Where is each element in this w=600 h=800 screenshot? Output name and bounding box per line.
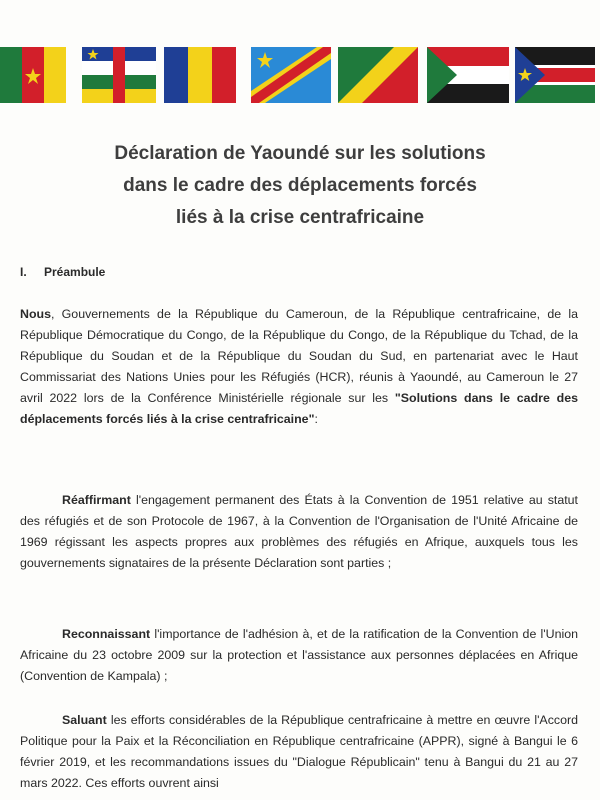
flag-chad [164,47,236,103]
flag-cameroon [0,47,66,103]
paragraph-body: , Gouvernements de la République du Cameroun, de la République centrafricaine, de la République Démocratique du Congo, de la République du Congo, de la République du Tchad, de la République du Soudan et de la République du Soudan du Sud, en partenariat avec le Haut Commissariat des Nations Unies pour les Réfugiés (HCR), réunis à Yaoundé, au Cameroun le 27 avril 2022 lors de la Conférence Ministérielle régionale sur les [20,307,578,405]
paragraph-body: l'importance de l'adhésion à, et de la ratification de la Convention de l'Union Africaine du 23 octobre 2009 sur la protection et l'assistance aux personnes déplacées en Afrique (Convention de Kampala) ; [20,627,578,683]
paragraph-lead: Nous [20,307,51,321]
paragraph-reaffirmant [20,490,578,574]
section-title: Préambule [44,265,106,279]
paragraph-saluant [20,710,578,794]
paragraph-body: l'engagement permanent des États à la Convention de 1951 relative au statut des réfugiés et de son Protocole de 1967, à la Convention de l'Organisation de l'Unité Africaine de 1969 régissant les aspects propres aux problèmes des réfugiés en Afrique, auxquels tous les gouvernements signataires de la présente Déclaration sont parties ; [20,493,578,570]
paragraph-reconnaissant [20,624,578,687]
paragraph-lead: Saluant [62,713,107,727]
section-number: I. [20,265,27,279]
paragraph-lead: Reconnaissant [62,627,151,641]
paragraph-bold-phrase: "Solutions dans le cadre des déplacements forcés liés à la crise centrafricaine" [20,391,578,426]
flag-congo [338,47,418,103]
flag-sudan [427,47,509,103]
flags-banner [0,47,600,105]
paragraph-body: les efforts considérables de la République centrafricaine à mettre en œuvre l'Accord Politique pour la Paix et la Réconciliation en République centrafricaine (APPR), signé à Bangui le 6 février 2019, et les recommandations issues du "Dialogue Républicain" tenu à Bangui du 21 au 27 mars 2022. Ces efforts ouvrent ainsi [20,713,578,790]
title-line-1: Déclaration de Yaoundé sur les solutions [114,143,486,164]
title-line-3: liés à la crise centrafricaine [175,207,425,228]
paragraph-lead: Réaffirmant [62,493,131,507]
flag-dr-congo [251,47,331,103]
section-heading [20,265,105,279]
flag-south-sudan [515,47,595,103]
paragraph-nous [20,304,578,430]
flag-central-african-republic [82,47,156,103]
paragraph-end: : [314,412,318,426]
title-line-2: dans le cadre des déplacements forcés [123,175,477,196]
document-title [0,138,600,234]
